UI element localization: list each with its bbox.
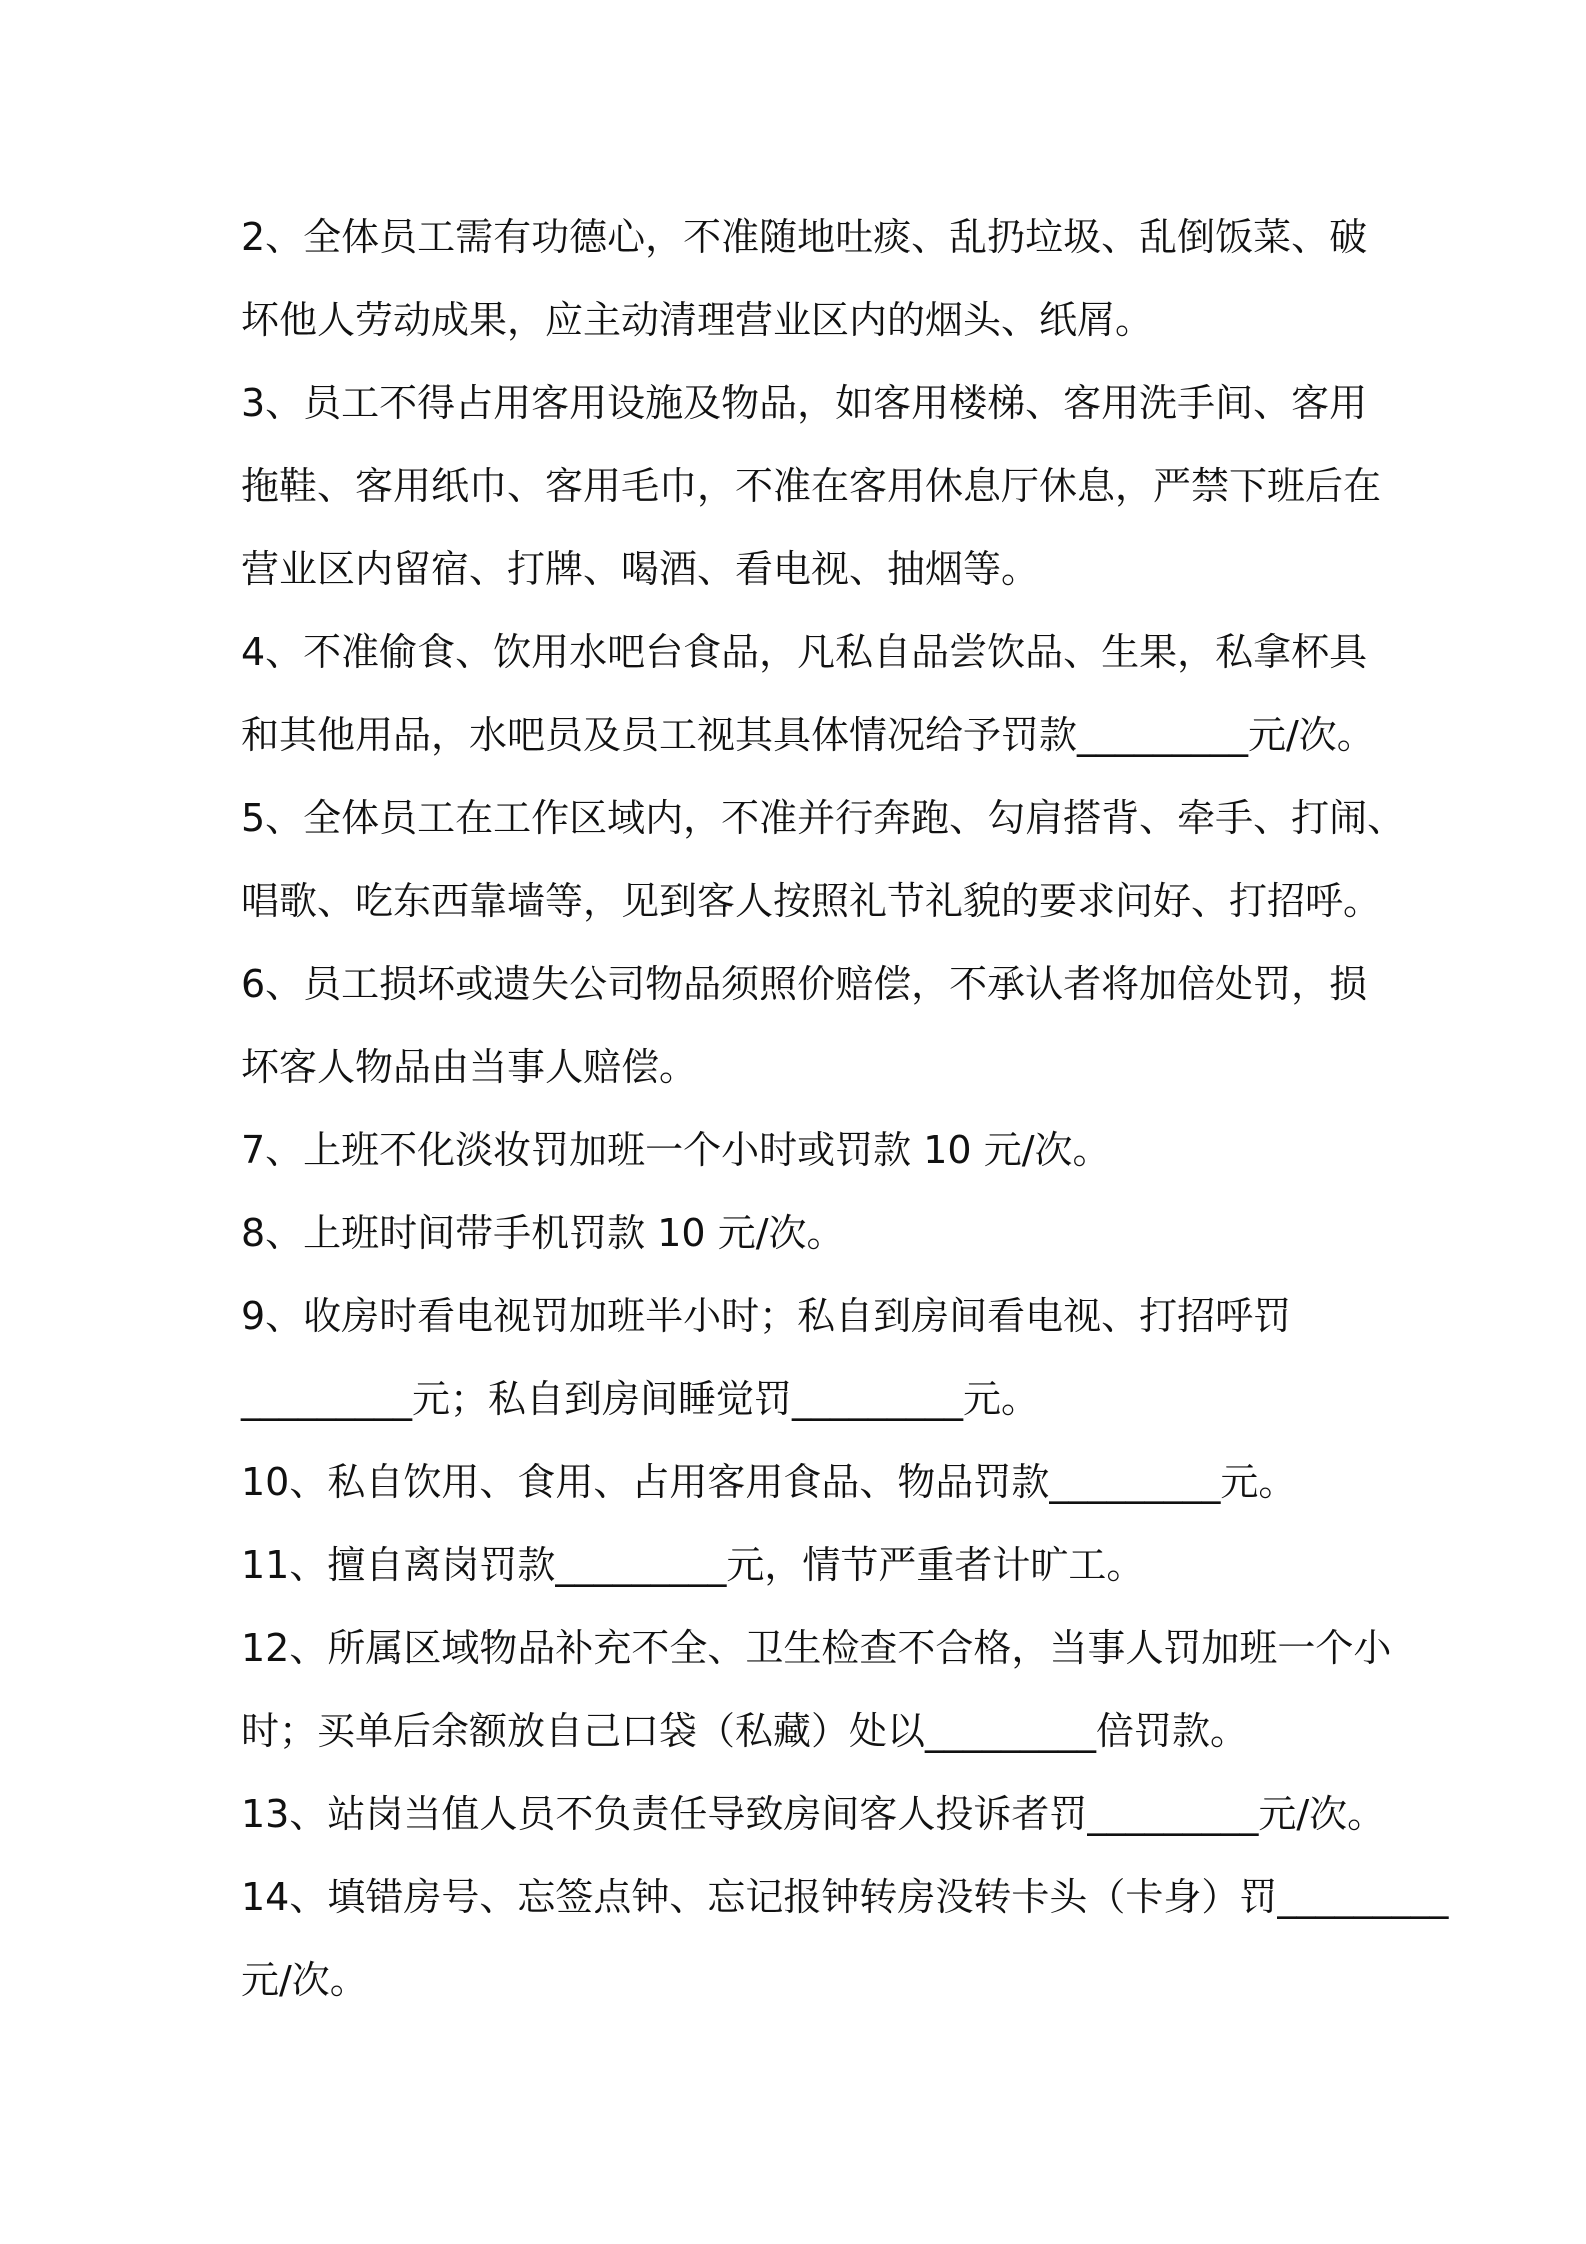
text-line: 元/次。	[241, 1958, 368, 2002]
text-line: 坏客人物品由当事人赔偿。	[241, 1045, 698, 1089]
text-line: 10、私自饮用、食用、占用客用食品、物品罚款_________元。	[241, 1460, 1297, 1504]
text-line: 3、员工不得占用客用设施及物品，如客用楼梯、客用洗手间、客用	[241, 381, 1368, 425]
text-line: 8、上班时间带手机罚款 10 元/次。	[241, 1211, 845, 1255]
text-line: 4、不准偷食、饮用水吧台食品，凡私自品尝饮品、生果，私拿杯具	[241, 630, 1368, 674]
text-line: 唱歌、吃东西靠墙等，见到客人按照礼节礼貌的要求问好、打招呼。	[241, 879, 1382, 923]
text-line: 13、站岗当值人员不负责任导致房间客人投诉者罚_________元/次。	[241, 1792, 1386, 1836]
text-line: 营业区内留宿、打牌、喝酒、看电视、抽烟等。	[241, 547, 1040, 591]
text-line: _________元；私自到房间睡觉罚_________元。	[241, 1377, 1040, 1421]
text-line: 5、全体员工在工作区域内，不准并行奔跑、勾肩搭背、牵手、打闹、	[241, 796, 1406, 840]
text-line: 14、填错房号、忘签点钟、忘记报钟转房没转卡头（卡身）罚_________	[241, 1875, 1449, 1919]
text-line: 6、员工损坏或遗失公司物品须照价赔偿，不承认者将加倍处罚，损	[241, 962, 1368, 1006]
text-line: 时；买单后余额放自己口袋（私藏）处以_________倍罚款。	[241, 1709, 1249, 1753]
text-line: 9、收房时看电视罚加班半小时；私自到房间看电视、打招呼罚	[241, 1294, 1292, 1338]
text-line: 11、擅自离岗罚款_________元，情节严重者计旷工。	[241, 1543, 1145, 1587]
text-line: 拖鞋、客用纸巾、客用毛巾，不准在客用休息厅休息，严禁下班后在	[241, 464, 1382, 508]
text-line: 7、上班不化淡妆罚加班一个小时或罚款 10 元/次。	[241, 1128, 1111, 1172]
text-line: 2、全体员工需有功德心，不准随地吐痰、乱扔垃圾、乱倒饭菜、破	[241, 215, 1368, 259]
text-line: 和其他用品，水吧员及员工视其具体情况给予罚款_________元/次。	[241, 713, 1375, 757]
document-body	[241, 196, 1449, 2022]
text-line: 坏他人劳动成果，应主动清理营业区内的烟头、纸屑。	[241, 298, 1154, 342]
text-line: 12、所属区域物品补充不全、卫生检查不合格，当事人罚加班一个小	[241, 1626, 1392, 1670]
